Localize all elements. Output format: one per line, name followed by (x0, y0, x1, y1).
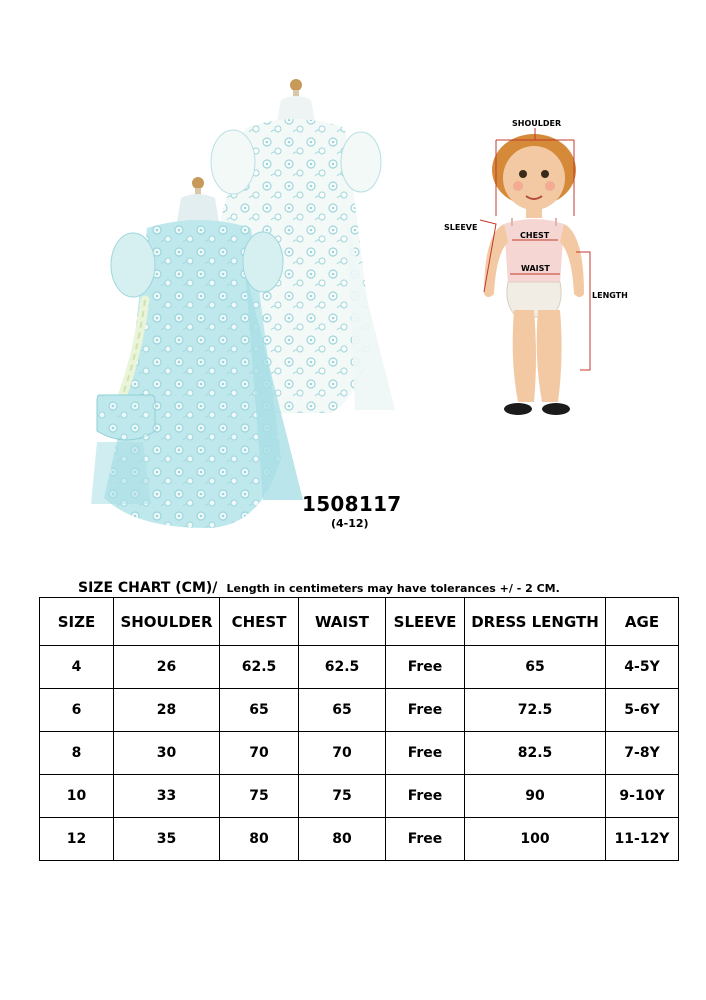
cell-sleeve: Free (386, 732, 465, 775)
cell-shoulder: 28 (114, 689, 220, 732)
cell-age: 7-8Y (606, 732, 679, 775)
header-dress-length: DRESS LENGTH (465, 598, 606, 646)
cell-size: 8 (40, 732, 114, 775)
product-code: 1508117 (302, 492, 402, 516)
header-shoulder: SHOULDER (114, 598, 220, 646)
cell-waist: 75 (299, 775, 386, 818)
size-chart-note: Length in centimeters may have tolerances +/ - 2 CM. (226, 582, 560, 595)
cell-shoulder: 35 (114, 818, 220, 861)
cell-chest: 65 (220, 689, 299, 732)
header-sleeve: SLEEVE (386, 598, 465, 646)
cell-size: 12 (40, 818, 114, 861)
cell-chest: 70 (220, 732, 299, 775)
cell-dress-length: 72.5 (465, 689, 606, 732)
cell-chest: 62.5 (220, 646, 299, 689)
header-waist: WAIST (299, 598, 386, 646)
cell-waist: 62.5 (299, 646, 386, 689)
measurement-guide-image (438, 112, 638, 432)
cell-waist: 80 (299, 818, 386, 861)
chest-label: CHEST (520, 231, 550, 240)
cell-shoulder: 30 (114, 732, 220, 775)
cell-waist: 70 (299, 732, 386, 775)
cell-dress-length: 65 (465, 646, 606, 689)
header-size: SIZE (40, 598, 114, 646)
cell-sleeve: Free (386, 646, 465, 689)
table-row (40, 818, 679, 861)
cell-size: 10 (40, 775, 114, 818)
cell-size: 6 (40, 689, 114, 732)
length-label: LENGTH (592, 291, 628, 300)
sleeve-label: SLEEVE (444, 223, 478, 232)
cell-age: 5-6Y (606, 689, 679, 732)
table-row (40, 732, 679, 775)
header-age: AGE (606, 598, 679, 646)
cell-shoulder: 26 (114, 646, 220, 689)
cell-waist: 65 (299, 689, 386, 732)
cell-chest: 75 (220, 775, 299, 818)
cell-dress-length: 100 (465, 818, 606, 861)
cell-chest: 80 (220, 818, 299, 861)
table-header-row (40, 598, 679, 646)
cell-dress-length: 82.5 (465, 732, 606, 775)
cell-sleeve: Free (386, 689, 465, 732)
cell-size: 4 (40, 646, 114, 689)
waist-label: WAIST (521, 264, 550, 273)
cell-dress-length: 90 (465, 775, 606, 818)
dress-product-image (85, 70, 405, 540)
cell-sleeve: Free (386, 818, 465, 861)
size-chart-table (39, 597, 679, 861)
shoulder-label: SHOULDER (512, 119, 562, 128)
table-row (40, 775, 679, 818)
size-chart-title: SIZE CHART (CM)/ (78, 580, 218, 596)
cell-age: 9-10Y (606, 775, 679, 818)
table-row (40, 689, 679, 732)
cell-sleeve: Free (386, 775, 465, 818)
cell-shoulder: 33 (114, 775, 220, 818)
size-chart-heading (78, 577, 560, 596)
header-chest: CHEST (220, 598, 299, 646)
cell-age: 11-12Y (606, 818, 679, 861)
table-row (40, 646, 679, 689)
cell-age: 4-5Y (606, 646, 679, 689)
size-range: (4-12) (331, 517, 369, 530)
